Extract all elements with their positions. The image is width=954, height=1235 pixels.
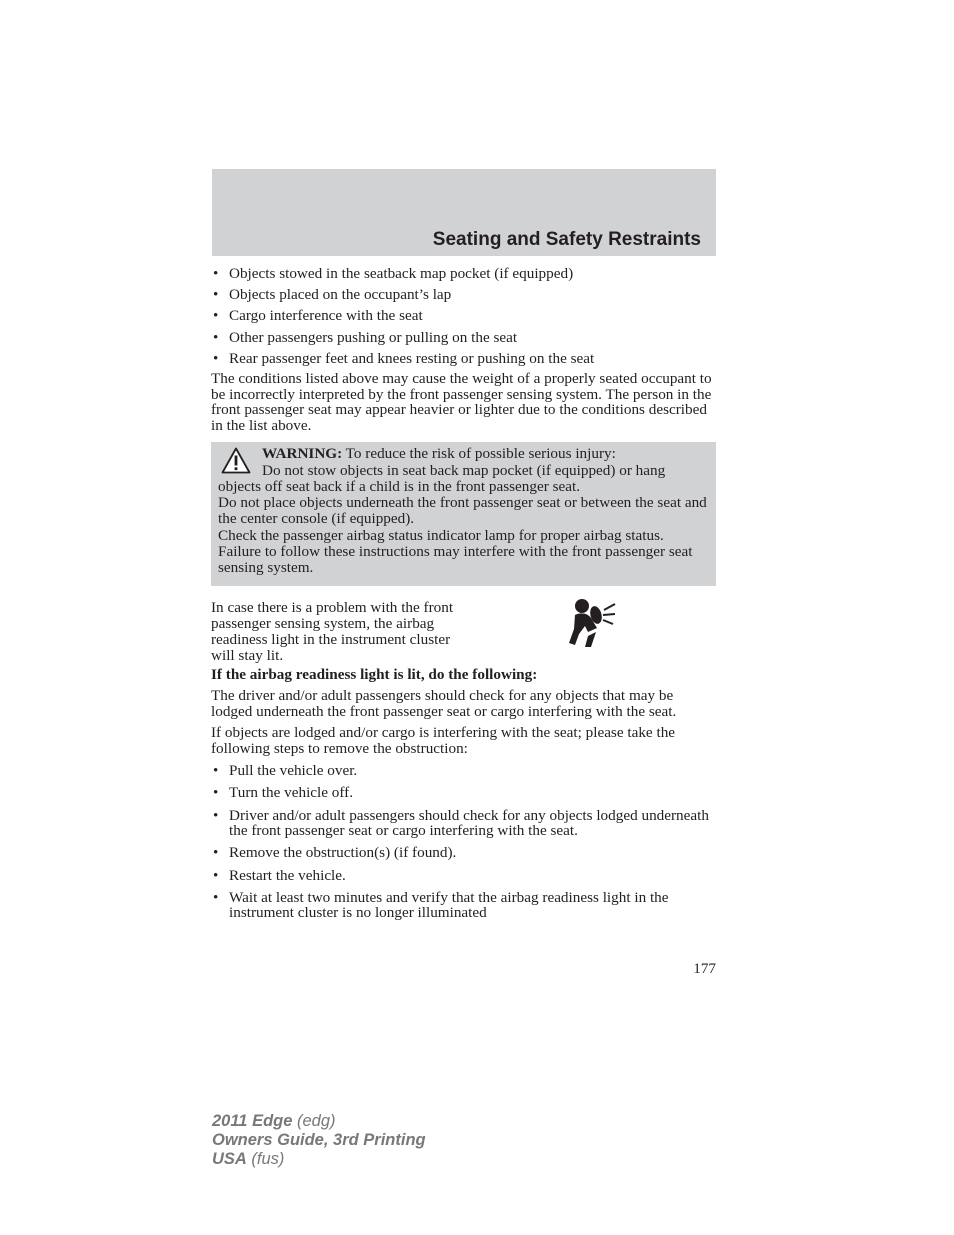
list-item: • Pull the vehicle over. xyxy=(211,763,716,779)
footer-market-line xyxy=(212,1150,426,1169)
section-title: Seating and Safety Restraints xyxy=(432,229,701,250)
airbag-readiness-section xyxy=(211,598,716,665)
warning-intro xyxy=(218,446,708,462)
list-item: • Objects stowed in the seatback map pocket (if equipped) xyxy=(211,266,716,282)
steps-list xyxy=(211,763,716,921)
conditions-list xyxy=(211,266,716,366)
footer-market-code: (fus) xyxy=(246,1150,285,1168)
warning-box xyxy=(211,442,716,585)
warning-line: Failure to follow these instructions may interfere with the front passenger seat sensing system. xyxy=(218,543,693,577)
list-item: • Remove the obstruction(s) (if found). xyxy=(211,845,716,861)
steps-intro: If objects are lodged and/or cargo is interfering with the seat; please take the following steps to remove the obstruction: xyxy=(211,724,676,757)
footer-guide: Owners Guide, 3rd Printing xyxy=(212,1131,426,1149)
list-item: • Turn the vehicle off. xyxy=(211,785,716,801)
list-item: • Wait at least two minutes and verify that the airbag readiness light in the instrument cluster is no longer illuminated xyxy=(211,890,716,921)
list-item: • Objects placed on the occupant’s lap xyxy=(211,287,716,303)
warning-line: Do not stow objects in seat back map pocket (if equipped) or hang objects off seat back if a child is in the front passenger seat. xyxy=(218,461,666,495)
footer-model: 2011 Edge xyxy=(212,1112,293,1130)
warning-line: Do not place objects underneath the front passenger seat or between the seat and the center console (if equipped). xyxy=(218,494,707,528)
airbag-occupant-icon xyxy=(566,595,626,647)
footer-guide-line xyxy=(212,1131,426,1150)
page-number: 177 xyxy=(693,960,716,977)
list-item: • Cargo interference with the seat xyxy=(211,308,716,324)
warning-triangle-icon xyxy=(221,447,251,474)
conditions-paragraph: The conditions listed above may cause the weight of a properly seated occupant to be incorrectly interpreted by the front passenger sensing system. The person in the front passenger seat may appear heavier or lighter due to the conditions described in the list above. xyxy=(211,370,712,434)
list-item: • Other passengers pushing or pulling on the seat xyxy=(211,330,716,346)
warning-intro-text: To reduce the risk of possible serious injury: xyxy=(342,445,616,463)
warning-line: Check the passenger airbag status indicator lamp for proper airbag status. xyxy=(218,526,664,544)
airbag-heading: If the airbag readiness light is lit, do the following: xyxy=(211,665,538,683)
footer-market: USA xyxy=(212,1150,247,1168)
footer-model-code: (edg) xyxy=(292,1112,336,1130)
warning-label: WARNING: xyxy=(262,445,343,463)
page-content xyxy=(211,266,716,921)
document-footer xyxy=(212,1112,426,1169)
list-item: • Rear passenger feet and knees resting or pushing on the seat xyxy=(211,351,716,367)
list-item: • Restart the vehicle. xyxy=(211,868,716,884)
check-paragraph: The driver and/or adult passengers should check for any objects that may be lodged underneath the front passenger seat or cargo interfering with the seat. xyxy=(211,687,677,720)
list-item: • Driver and/or adult passengers should check for any objects lodged underneath the front passenger seat or cargo interfering with the seat. xyxy=(211,808,716,839)
section-header-band xyxy=(212,169,716,256)
airbag-paragraph: In case there is a problem with the front passenger sensing system, the airbag readiness light in the instrument cluster will stay lit. xyxy=(211,598,454,665)
footer-model-line xyxy=(212,1112,426,1131)
